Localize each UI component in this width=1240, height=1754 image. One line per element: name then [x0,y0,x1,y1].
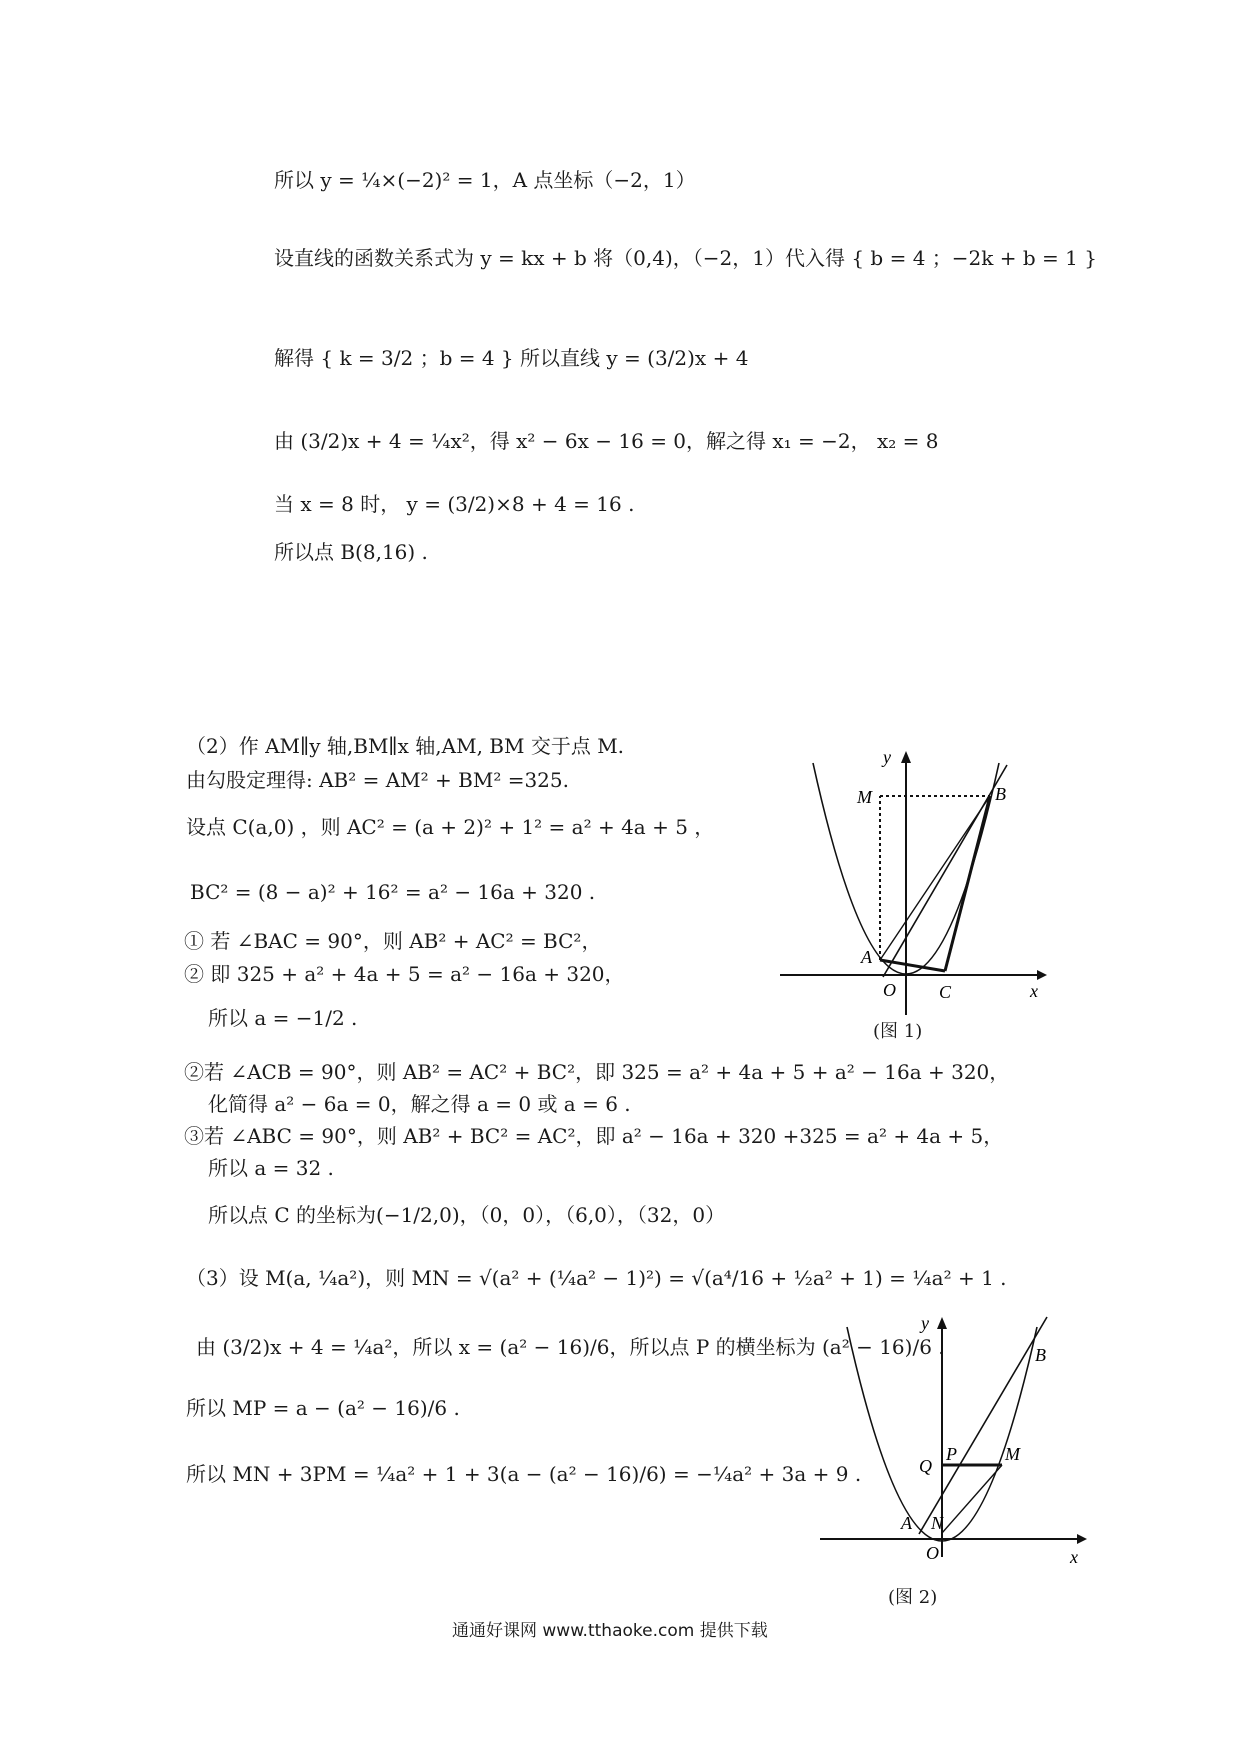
text-line: （2）作 AM∥y 轴,BM∥x 轴,AM, BM 交于点 M. [186,734,625,758]
fig2-label-P: P [946,1444,957,1464]
text-line: 当 x = 8 时， y = (3/2)×8 + 4 = 16 . [274,492,635,516]
fig1-label-C: C [939,982,952,1002]
fig2-label-y: y [921,1313,929,1333]
text-line: ① 若 ∠BAC = 90°，则 AB² + AC² = BC²， [184,929,602,953]
text-line: 由勾股定理得: AB² = AM² + BM² =325. [186,768,569,792]
fig2-label-M: M [1005,1444,1020,1464]
fig2-label-N: N [931,1513,944,1533]
fig2-label-A: A [901,1513,912,1533]
figure-1 [775,745,1055,1030]
text-line: 解得 { k = 3/2 ；b = 4 } 所以直线 y = (3/2)x + 4 [274,346,749,370]
fig1-label-O: O [883,980,896,1000]
fig1-label-x: x [1030,981,1038,1001]
text-line: BC² = (8 − a)² + 16² = a² − 16a + 320 . [190,880,596,904]
text-line: 所以 MP = a − (a² − 16)/6 . [186,1396,460,1420]
text-line: 由 (3/2)x + 4 = ¼a²，所以 x = (a² − 16)/6，所以点 P 的横坐标为 (a² − 16)/6 . [196,1335,945,1359]
text-line: 由 (3/2)x + 4 = ¼x²，得 x² − 6x − 16 = 0，解之得 x₁ = −2， x₂ = 8 [274,429,939,453]
fig2-label-x: x [1070,1547,1078,1567]
text-line: 所以 a = 32 . [208,1156,334,1180]
text-line: 所以点 B(8,16) . [274,540,428,564]
text-line: 所以 y = ¼×(−2)² = 1，A 点坐标（−2，1） [274,168,696,192]
fig2-label-O: O [926,1543,939,1563]
fig1-label-M: M [857,787,872,807]
fig1-label-A: A [861,947,872,967]
text-line: 所以 a = −1/2 . [208,1006,358,1030]
figure-2 [815,1307,1095,1572]
text-line: ③若 ∠ABC = 90°，则 AB² + BC² = AC²，即 a² − 16a + 320 +325 = a² + 4a + 5， [184,1124,1004,1148]
text-line: 设点 C(a,0) ，则 AC² = (a + 2)² + 1² = a² + 4a + 5 ， [186,815,715,839]
footer: 通通好课网 www.tthaoke.com 提供下载 [452,1621,768,1641]
text-line: 所以 MN + 3PM = ¼a² + 1 + 3(a − (a² − 16)/6) = −¼a² + 3a + 9 . [186,1462,862,1486]
text-line: ②若 ∠ACB = 90°，则 AB² = AC² + BC²，即 325 = a² + 4a + 5 + a² − 16a + 320， [184,1060,1010,1084]
text-line: （3）设 M(a, ¼a²)，则 MN = √(a² + (¼a² − 1)²) = √(a⁴/16 + ½a² + 1) = ¼a² + 1 . [186,1266,1007,1290]
figure-1-caption: (图 1) [873,1021,923,1042]
fig1-label-y: y [883,747,891,767]
text-line: 所以点 C 的坐标为(−1/2,0)，（0，0），（6,0），（32，0） [208,1203,726,1227]
fig1-label-B: B [995,784,1006,804]
fig2-label-Q: Q [919,1456,932,1476]
text-line: ② 即 325 + a² + 4a + 5 = a² − 16a + 320， [184,962,625,986]
text-line: 设直线的函数关系式为 y = kx + b 将（0,4)，（−2，1）代入得 { b = 4 ；−2k + b = 1 } [274,246,1097,270]
figure-2-caption: (图 2) [888,1587,938,1608]
text-line: 化简得 a² − 6a = 0，解之得 a = 0 或 a = 6 . [208,1092,631,1116]
fig2-label-B: B [1035,1345,1046,1365]
